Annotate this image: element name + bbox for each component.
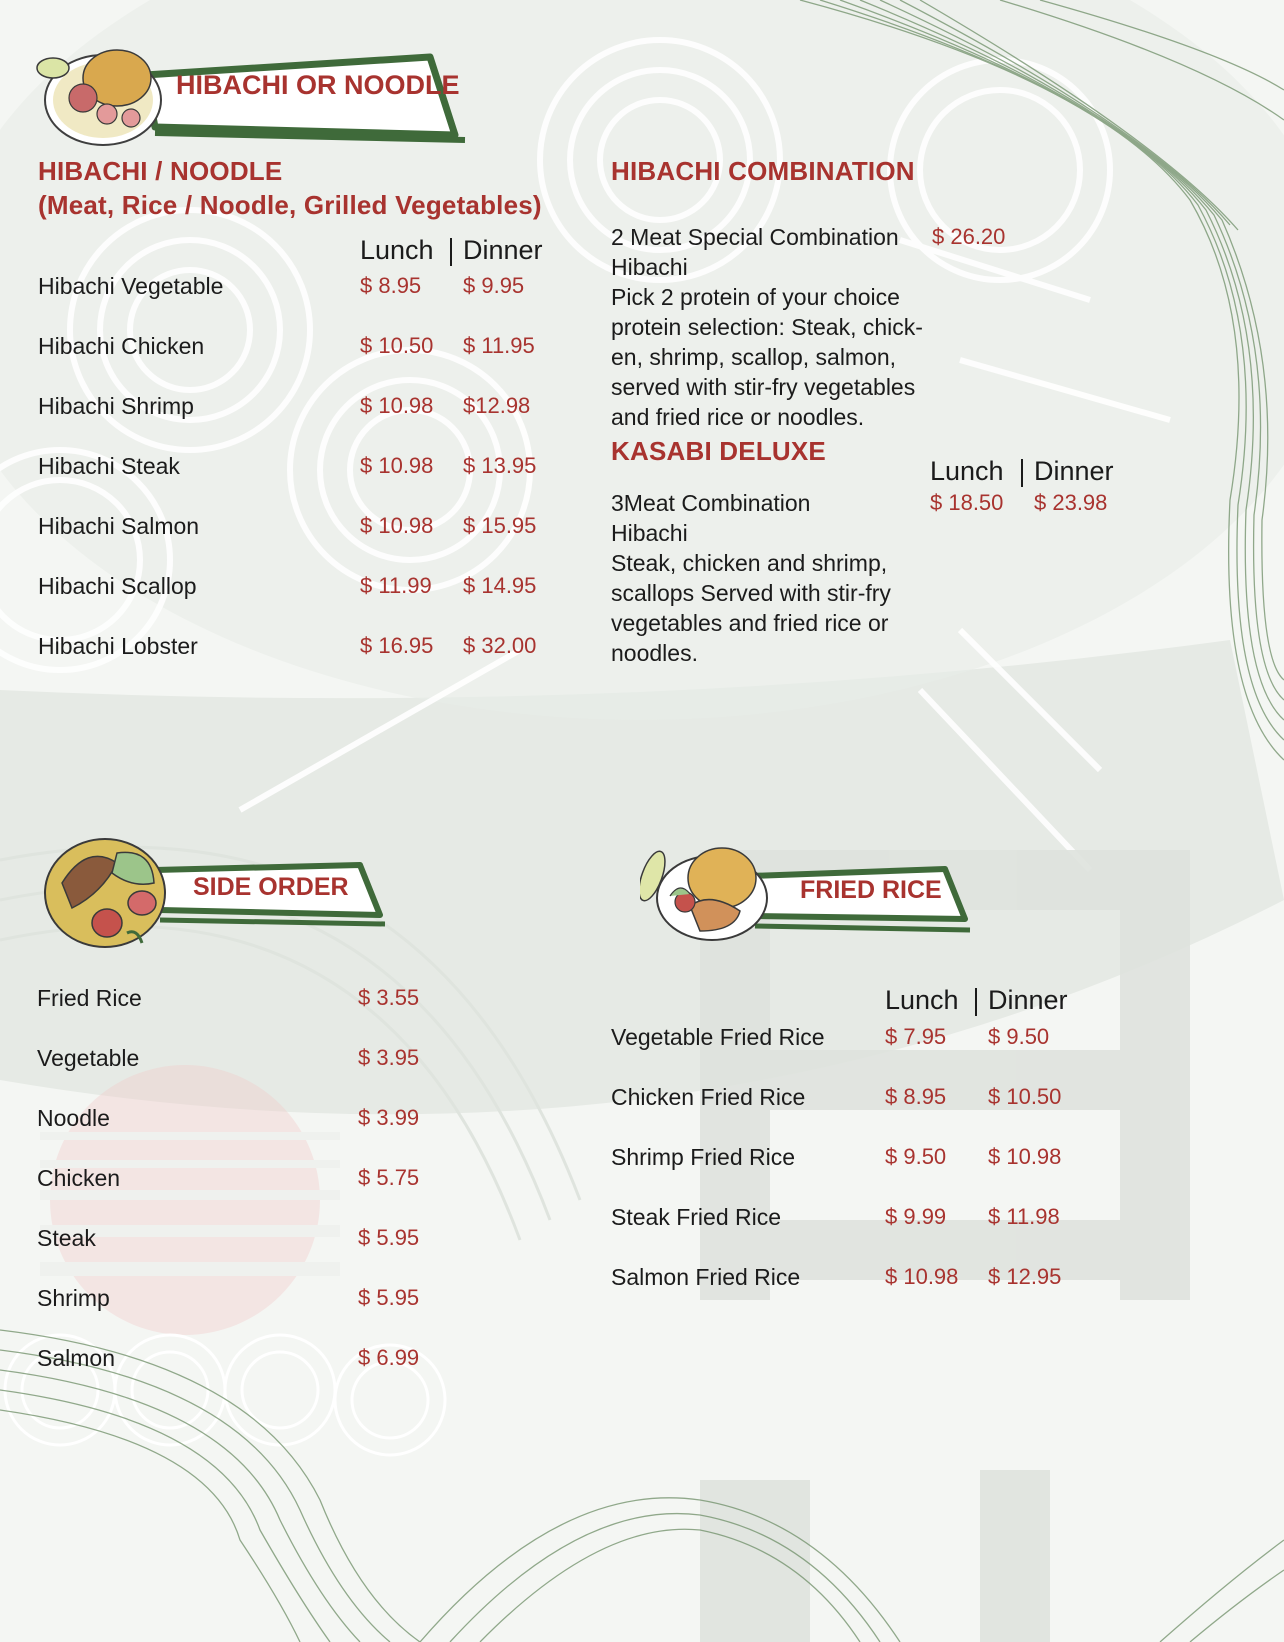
fried-rice-header-divider: [975, 988, 977, 1016]
combination-item-line2: Hibachi: [611, 254, 688, 280]
combination-desc-3: en, shrimp, scallop, salmon,: [611, 344, 897, 370]
fried-rice-banner-title: FRIED RICE: [800, 876, 942, 904]
item-name: Vegetable Fried Rice: [611, 1024, 825, 1050]
fried-rice-plate-icon: [640, 836, 770, 946]
lunch-price: $ 16.95: [360, 633, 434, 658]
item-price: $ 3.99: [358, 1105, 420, 1130]
item-price: $ 5.95: [358, 1285, 420, 1310]
item-name: Hibachi Shrimp: [38, 393, 194, 419]
kasabi-deluxe-title: KASABI DELUXE: [611, 436, 826, 466]
lunch-price: $ 10.98: [360, 453, 434, 478]
lunch-price: $ 10.50: [360, 333, 434, 358]
kasabi-dinner-price: $ 23.98: [1034, 490, 1108, 515]
dinner-price: $ 10.98: [988, 1144, 1062, 1169]
item-price: $ 3.55: [358, 985, 420, 1010]
item-name: Hibachi Steak: [38, 453, 180, 479]
dinner-price: $ 32.00: [463, 633, 537, 658]
dinner-price: $ 11.98: [988, 1204, 1060, 1229]
hibachi-noodle-subtitle: (Meat, Rice / Noodle, Grilled Vegetables): [38, 190, 542, 220]
rice-bowl-icon: [35, 38, 165, 148]
combination-desc-1: Pick 2 protein of your choice: [611, 284, 900, 310]
item-name: Hibachi Scallop: [38, 573, 197, 599]
item-price: $ 6.99: [358, 1345, 420, 1370]
item-name: Vegetable: [37, 1045, 140, 1071]
item-price: $ 5.95: [358, 1225, 420, 1250]
lunch-price: $ 10.98: [360, 513, 434, 538]
item-name: Steak Fried Rice: [611, 1204, 782, 1230]
item-price: $ 3.95: [358, 1045, 420, 1070]
item-name: Hibachi Chicken: [38, 333, 205, 359]
item-name: Shrimp Fried Rice: [611, 1144, 796, 1170]
kasabi-item-line1: 3Meat Combination: [611, 490, 811, 516]
dinner-price: $ 10.50: [988, 1084, 1062, 1109]
dinner-price: $ 9.95: [463, 273, 525, 298]
item-name: Hibachi Lobster: [38, 633, 198, 659]
lunch-price: $ 9.50: [885, 1144, 947, 1169]
item-name: Salmon: [37, 1345, 115, 1371]
steak-plate-icon: [42, 833, 172, 953]
lunch-price: $ 9.99: [885, 1204, 947, 1229]
kasabi-header-divider: [1021, 459, 1023, 487]
kasabi-desc-3: vegetables and fried rice or: [611, 610, 889, 636]
combination-desc-4: served with stir-fry vegetables: [611, 374, 916, 400]
item-name: Hibachi Vegetable: [38, 273, 224, 299]
item-name: Hibachi Salmon: [38, 513, 200, 539]
dinner-price: $ 15.95: [463, 513, 537, 538]
kasabi-dinner-header: Dinner: [1034, 456, 1114, 486]
kasabi-item-line2: Hibachi: [611, 520, 688, 546]
fried-rice-dinner-header: Dinner: [988, 985, 1068, 1015]
kasabi-desc-2: scallops Served with stir-fry: [611, 580, 891, 606]
dinner-price: $ 12.95: [988, 1264, 1062, 1289]
hibachi-noodle-banner-title: HIBACHI OR NOODLE: [176, 70, 460, 100]
item-name: Shrimp: [37, 1285, 110, 1311]
dinner-price: $ 11.95: [463, 333, 535, 358]
combination-desc-2: protein selection: Steak, chick-: [611, 314, 923, 340]
lunch-price: $ 8.95: [360, 273, 422, 298]
item-name: Chicken Fried Rice: [611, 1084, 806, 1110]
combination-desc-5: and fried rice or noodles.: [611, 404, 865, 430]
item-name: Noodle: [37, 1105, 110, 1131]
dinner-price: $12.98: [463, 393, 531, 418]
kasabi-desc-1: Steak, chicken and shrimp,: [611, 550, 888, 576]
item-name: Chicken: [37, 1165, 121, 1191]
kasabi-desc-4: noodles.: [611, 640, 698, 666]
dinner-price: $ 13.95: [463, 453, 537, 478]
hibachi-noodle-title: HIBACHI / NOODLE: [38, 156, 283, 186]
kasabi-lunch-header: Lunch: [930, 456, 1004, 486]
item-name: Fried Rice: [37, 985, 142, 1011]
item-name: Salmon Fried Rice: [611, 1264, 801, 1290]
kasabi-lunch-price: $ 18.50: [930, 490, 1004, 515]
lunch-price: $ 10.98: [885, 1264, 959, 1289]
lunch-price: $ 10.98: [360, 393, 434, 418]
item-price: $ 5.75: [358, 1165, 420, 1190]
dinner-price: $ 14.95: [463, 573, 537, 598]
lunch-price: $ 11.99: [360, 573, 432, 598]
combination-price: $ 26.20: [932, 224, 1006, 249]
dinner-price: $ 9.50: [988, 1024, 1050, 1049]
combination-item-line1: 2 Meat Special Combination: [611, 224, 899, 250]
hibachi-lunch-header: Lunch: [360, 235, 434, 265]
lunch-price: $ 7.95: [885, 1024, 947, 1049]
hibachi-dinner-header: Dinner: [463, 235, 543, 265]
side-order-banner-title: SIDE ORDER: [193, 873, 349, 901]
hibachi-combination-title: HIBACHI COMBINATION: [611, 156, 915, 186]
lunch-price: $ 8.95: [885, 1084, 947, 1109]
item-name: Steak: [37, 1225, 96, 1251]
fried-rice-lunch-header: Lunch: [885, 985, 959, 1015]
hibachi-header-divider: [450, 238, 452, 266]
